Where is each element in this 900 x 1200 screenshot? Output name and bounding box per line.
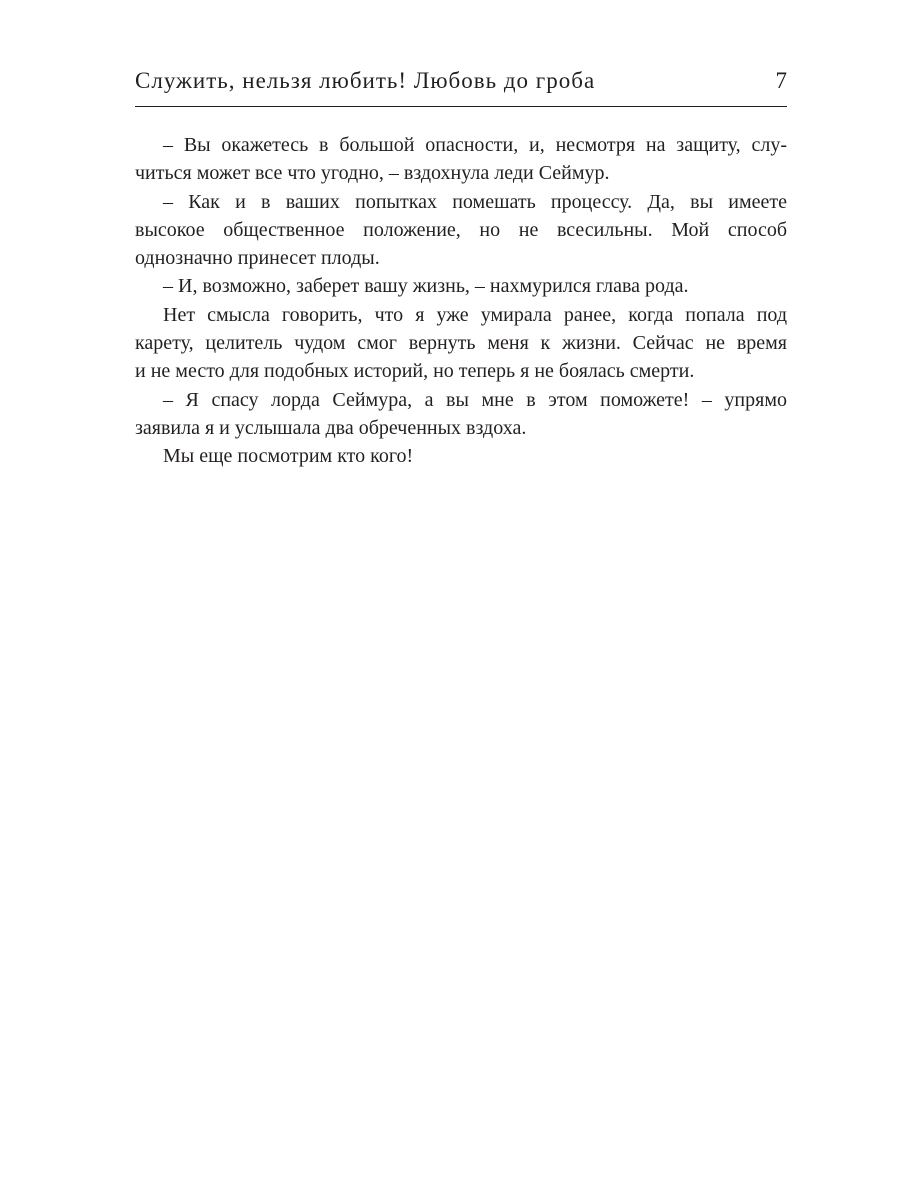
text-line: – И, возможно, заберет вашу жизнь, – нахмурился глава рода. [163, 275, 689, 298]
paragraph [135, 386, 787, 443]
paragraph [135, 301, 787, 386]
paragraph [135, 131, 787, 188]
paragraph [135, 442, 787, 470]
text-line: – Я спасу лорда Сеймура, а вы мне в этом поможете! – упрямо [163, 388, 787, 411]
text-line: карету, целитель чудом смог вернуть меня к жизни. Сейчас не время [135, 332, 787, 355]
text-line: заявила я и услышала два обреченных вздоха. [135, 416, 527, 439]
text-line: – Как и в ваших попытках помешать процессу. Да, вы имеете [163, 190, 787, 213]
page-header [135, 66, 787, 107]
text-line: Мы еще посмотрим кто кого! [163, 445, 414, 468]
running-title: Служить, нельзя любить! Любовь до гроба [135, 68, 596, 93]
text-line: однозначно принесет плоды. [135, 247, 380, 270]
paragraph [135, 188, 787, 273]
page-number: 7 [775, 68, 787, 93]
text-line: читься может все что угодно, – вздохнула леди Сеймур. [135, 162, 610, 185]
text-line: – Вы окажетесь в большой опасности, и, несмотря на защиту, слу- [163, 134, 787, 156]
text-line: высокое общественное положение, но не всесильны. Мой способ [135, 218, 787, 241]
paragraph [135, 272, 787, 300]
text-line: Нет смысла говорить, что я уже умирала ранее, когда попала под [163, 303, 787, 326]
text-line: и не место для подобных историй, но теперь я не боялась смерти. [135, 360, 695, 383]
body-text [135, 131, 787, 471]
